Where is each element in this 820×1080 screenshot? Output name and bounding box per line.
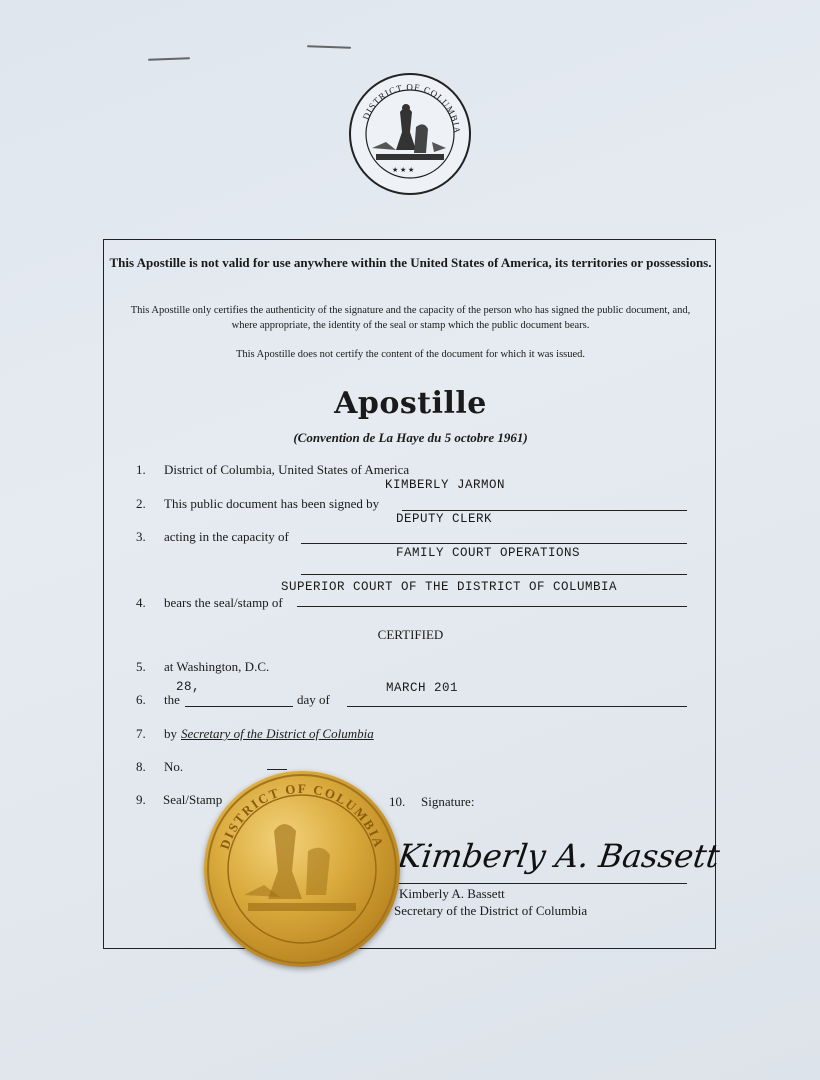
apostille-title: Apostille <box>334 386 487 421</box>
warning-text: This Apostille is not valid for use anywhere within the United States of America, its territories or possessions. <box>109 255 712 270</box>
svg-text:DISTRICT OF COLUMBIA: DISTRICT OF COLUMBIA <box>216 780 388 852</box>
item-number-10: 10. <box>389 794 406 809</box>
capacity-value-2: FAMILY COURT OPERATIONS <box>396 546 581 560</box>
item-4-label: bears the seal/stamp of <box>164 595 283 610</box>
staple-right <box>307 45 351 49</box>
item-7-label: by <box>164 726 177 741</box>
item-8-label: No. <box>164 759 184 774</box>
month-value: MARCH 201 <box>386 681 459 695</box>
item-2-line <box>402 510 687 511</box>
seal-owner-value: SUPERIOR COURT OF THE DISTRICT OF COLUMBIA <box>281 580 618 594</box>
item-6-label-dayof: day of <box>297 692 330 707</box>
item-6-label-the: the <box>164 692 180 707</box>
item-1-label: District of Columbia, United States of America <box>164 462 410 477</box>
item-number-7: 7. <box>136 726 146 741</box>
item-number-4: 4. <box>136 595 146 610</box>
item-number-8: 8. <box>136 759 146 774</box>
item-number-1: 1. <box>136 462 146 477</box>
item-9-label: Seal/Stamp <box>163 792 223 807</box>
signer-title: Secretary of the District of Columbia <box>394 903 588 918</box>
handwritten-signature: Kimberly A. Bassett <box>395 837 722 875</box>
certified-heading: CERTIFIED <box>377 627 444 642</box>
capacity-value: DEPUTY CLERK <box>396 512 493 526</box>
day-value: 28, <box>176 680 201 694</box>
signer-name-value: KIMBERLY JARMON <box>385 478 506 492</box>
certifies-text: This Apostille only certifies the authenticity of the signature and the capacity of the person who has signed the public document, and, where appropriate, the identity of the seal or stamp which the public document bears. <box>130 305 691 331</box>
staple-left <box>148 57 190 60</box>
signature-line <box>394 883 687 884</box>
item-number-2: 2. <box>136 496 146 511</box>
item-number-3: 3. <box>136 529 146 544</box>
item-4-line <box>297 606 687 607</box>
svg-text:DISTRICT OF COLUMBIA: DISTRICT OF COLUMBIA <box>360 81 463 135</box>
item-2-label: This public document has been signed by <box>164 496 380 511</box>
issuer-value: Secretary of the District of Columbia <box>181 726 374 741</box>
item-5-label: at Washington, D.C. <box>164 659 270 674</box>
convention-text: (Convention de La Haye du 5 octobre 1961) <box>293 430 528 445</box>
signer-printed-name: Kimberly A. Bassett <box>399 886 505 901</box>
gold-foil-seal <box>204 771 400 967</box>
not-certify-text: This Apostille does not certify the content of the document for which it was issued. <box>235 349 586 360</box>
item-number-9: 9. <box>136 792 146 807</box>
item-number-5: 5. <box>136 659 146 674</box>
item-8-line <box>267 769 287 770</box>
item-3-line <box>301 543 687 544</box>
svg-text:★ ★ ★: ★ ★ ★ <box>392 166 415 174</box>
item-6-month-line <box>347 706 687 707</box>
item-number-6: 6. <box>136 692 146 707</box>
item-3-line-2 <box>301 574 687 575</box>
item-10-label: Signature: <box>421 794 475 809</box>
item-6-day-line <box>185 706 293 707</box>
district-seal-emblem <box>348 72 472 196</box>
item-3-label: acting in the capacity of <box>164 529 289 544</box>
